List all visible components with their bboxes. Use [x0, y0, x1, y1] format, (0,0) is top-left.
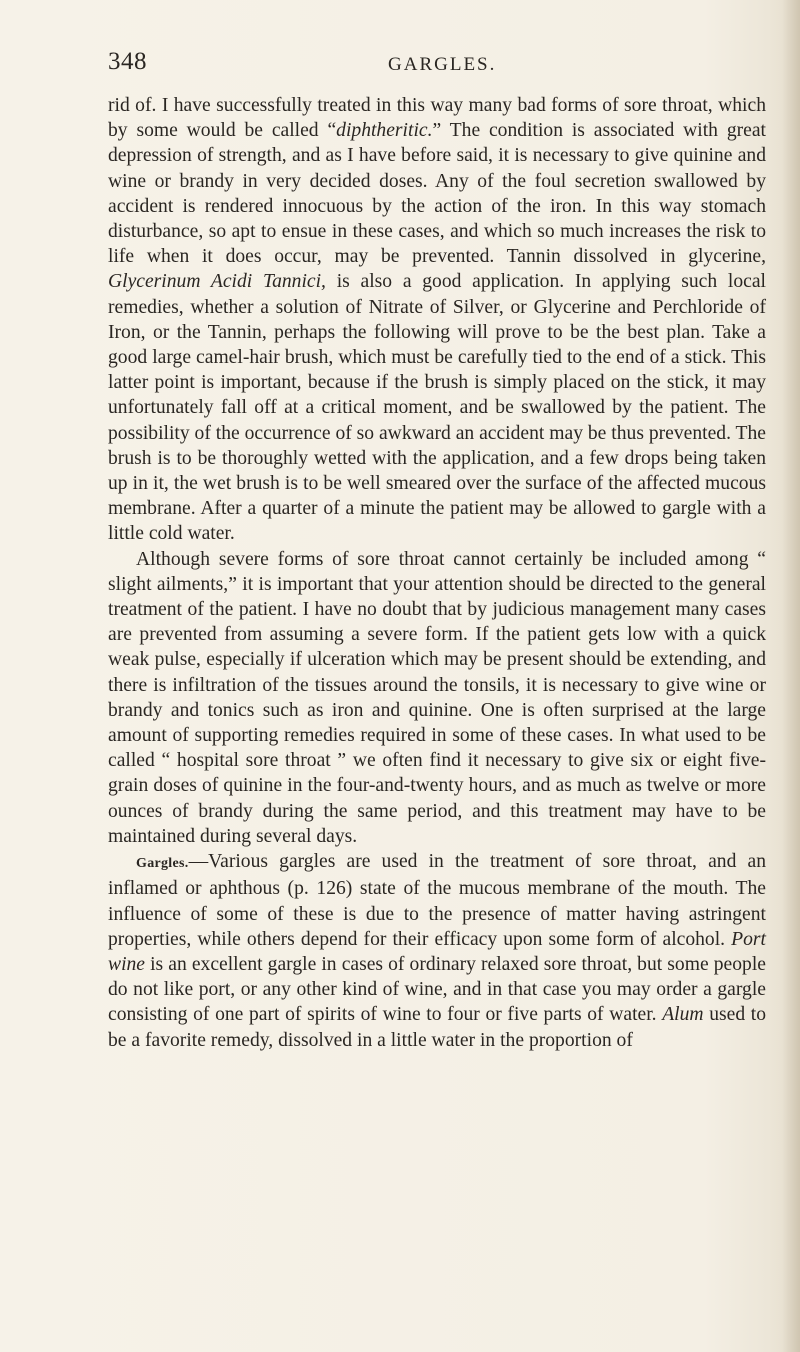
page-edge-shadow [782, 0, 800, 1352]
section-heading: Gargles. [136, 856, 189, 872]
text-run: ” The condition is associated with great depression of strength, and as I have before said, it is necessary to give quinine and wine or brandy in very decided doses. Any of the foul secretion swallowed by accident is rendered innocuous by the action of the iron. In this way stomach disturbance, so apt to ensue in these cases, and which so much increases the risk to life when it does occur, may be prevented. Tannin dissolved in glycerine, [108, 120, 766, 268]
text-run: used to be a favorite remedy, dissolved in a little water in the proportion of [108, 1004, 767, 1051]
paragraph [108, 547, 766, 849]
paragraph [108, 849, 766, 1053]
italic-text: Port wine [108, 928, 766, 975]
text-run: —Various gargles are used in the treatment of sore throat, and an inflamed or aphthous (p. 126) state of the mucous membrane of the mouth. The influence of some of these is due to the presence of matter having astringent properties, while others depend for their efficacy upon some form of alcohol. [108, 851, 766, 950]
italic-text: diphtheritic. [336, 120, 433, 142]
italic-text: Glycerinum Acidi Tannici, [108, 271, 326, 293]
paragraph [108, 93, 766, 547]
page-header [108, 48, 768, 84]
text-run: is also a good application. In applying such local remedies, whether a solution of Nitrate of Silver, or Glycerine and Perchloride of Iron, or the Tannin, perhaps the following will prove to be the best plan. Take a good large camel-hair brush, which must be carefully tied to the end of a stick. This latter point is important, because if the brush is simply placed on the stick, it may unfortunately fall off at a critical moment, and be swallowed by the patient. The possibility of the occurrence of so awkward an accident may be thus prevented. The brush is to be thoroughly wetted with the application, and a few drops being taken up in it, the wet brush is to be well smeared over the surface of the affected mucous membrane. After a quarter of a minute the patient may be allowed to gargle with a little cold water. [108, 271, 766, 545]
text-run: Although severe forms of sore throat cannot certainly be included among “ slight ailments,” it is important that your attention should be directed to the general treatment of the patient. I have no doubt that by judicious management many cases are prevented from assuming a severe form. If the patient gets low with a quick weak pulse, especially if ulceration which may be present should be extending, and there is infiltration of the tissues around the tonsils, it is necessary to give wine or brandy and tonics such as iron and quinine. One is often surprised at the large amount of supporting remedies required in some of these cases. In what used to be called “ hospital sore throat ” we often find it necessary to give six or eight five-grain doses of quinine in the four-and-twenty hours, and as much as twelve or more ounces of brandy during the same period, and this treatment may have to be maintained during several days. [108, 548, 766, 847]
italic-text: Alum [662, 1004, 704, 1026]
body-text [108, 93, 766, 1053]
text-run: is an excellent gargle in cases of ordinary relaxed sore throat, but some people do not like port, or any other kind of wine, and in that case you may order a gargle consisting of one part of spirits of wine to four or five parts of water. [108, 953, 766, 1026]
running-head: GARGLES. [388, 54, 497, 75]
page-number: 348 [108, 48, 147, 75]
text-run: rid of. I have successfully treated in this way many bad forms of sore throat, which by some would be called “ [108, 95, 766, 142]
